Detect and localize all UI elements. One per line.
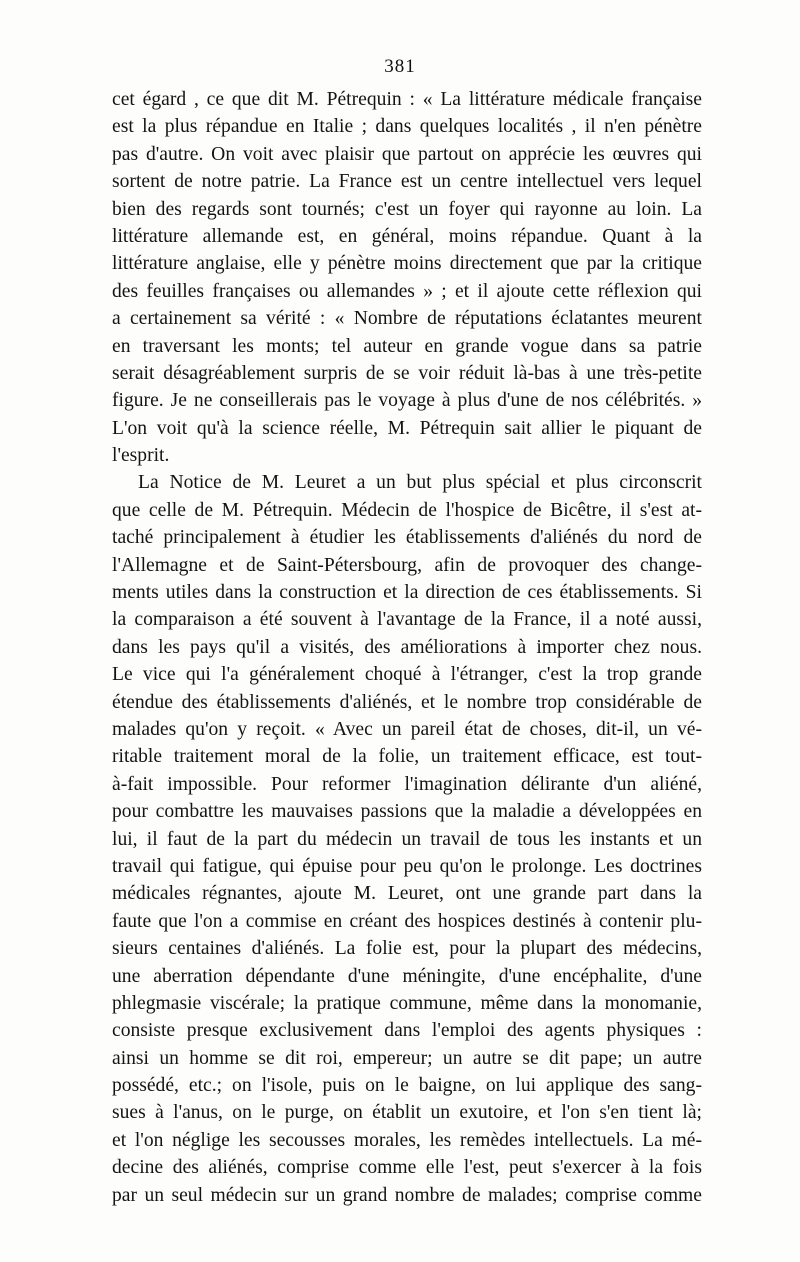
text-line: faute que l'on a commise en créant des hospices destinés à contenir plu- <box>112 910 702 932</box>
text-line: a certainement sa vérité : « Nombre de réputations éclatantes meurent <box>112 308 702 330</box>
text-line: consiste presque exclusivement dans l'emploi des agents physiques : <box>112 1020 702 1042</box>
text-line: est la plus répandue en Italie ; dans quelques localités , il n'en pénètre <box>112 116 702 138</box>
text-line: sortent de notre patrie. La France est un centre intellectuel vers lequel <box>112 171 702 193</box>
text-line: figure. Je ne conseillerais pas le voyage à plus d'une de nos célébrités. » <box>112 390 702 412</box>
text-line: sieurs centaines d'aliénés. La folie est, pour la plupart des médecins, <box>112 938 702 960</box>
text-line: taché principalement à étudier les établissements d'aliénés du nord de <box>112 527 702 549</box>
page-number: 381 <box>384 56 416 77</box>
text-line: possédé, etc.; on l'isole, puis on le baigne, on lui applique des sang- <box>112 1075 702 1097</box>
text-line: pas d'autre. On voit avec plaisir que partout on apprécie les œuvres qui <box>112 143 702 165</box>
text-line: sues à l'anus, on le purge, on établit un exutoire, et l'on s'en tient là; <box>112 1102 702 1124</box>
text-line: ments utiles dans la construction et la direction de ces établissements. Si <box>112 582 702 604</box>
text-line: la comparaison a été souvent à l'avantage de la France, il a noté aussi, <box>112 609 702 631</box>
body-text <box>112 86 702 1209</box>
text-line: lui, il faut de la part du médecin un travail de tous les instants et un <box>112 828 702 850</box>
text-line: par un seul médecin sur un grand nombre de malades; comprise comme <box>112 1184 702 1206</box>
text-line: l'Allemagne et de Saint-Pétersbourg, afin de provoquer des change- <box>112 554 702 576</box>
text-line: ainsi un homme se dit roi, empereur; un autre se dit pape; un autre <box>112 1047 702 1069</box>
text-line: en traversant les monts; tel auteur en grande vogue dans sa patrie <box>112 335 702 357</box>
text-line: et l'on néglige les secousses morales, les remèdes intellectuels. La mé- <box>112 1129 702 1151</box>
text-line: littérature allemande est, en général, moins répandue. Quant à la <box>112 225 702 247</box>
text-line: médicales régnantes, ajoute M. Leuret, ont une grande part dans la <box>112 883 702 905</box>
text-line: serait désagréablement surpris de se voir réduit là-bas à une très-petite <box>112 362 702 384</box>
text-line: ritable traitement moral de la folie, un traitement efficace, est tout- <box>112 746 702 768</box>
text-line: cet égard , ce que dit M. Pétrequin : « La littérature médicale française <box>112 89 702 110</box>
text-line: que celle de M. Pétrequin. Médecin de l'hospice de Bicêtre, il s'est at- <box>112 499 702 521</box>
text-line: dans les pays qu'il a visités, des améliorations à importer chez nous. <box>112 636 702 658</box>
text-line: Le vice qui l'a généralement choqué à l'étranger, c'est la trop grande <box>112 664 702 686</box>
text-line: l'esprit. <box>112 445 170 467</box>
text-line: pour combattre les mauvaises passions que la maladie a développées en <box>112 801 702 823</box>
text-line: phlegmasie viscérale; la pratique commune, même dans la monomanie, <box>112 992 702 1014</box>
text-line: littérature anglaise, elle y pénètre moins directement que par la critique <box>112 253 702 275</box>
text-line: malades qu'on y reçoit. « Avec un pareil état de choses, dit-il, un vé- <box>112 718 702 740</box>
text-line: des feuilles françaises ou allemandes » ; et il ajoute cette réflexion qui <box>112 280 702 302</box>
text-line: decine des aliénés, comprise comme elle l'est, peut s'exercer à la fois <box>112 1157 702 1179</box>
text-line: une aberration dépendante d'une méningite, d'une encéphalite, d'une <box>112 965 702 987</box>
text-line: à-fait impossible. Pour reformer l'imagination délirante d'un aliéné, <box>112 773 702 795</box>
text-line: travail qui fatigue, qui épuise pour peu qu'on le prolonge. Les doctrines <box>112 855 702 877</box>
text-line: étendue des établissements d'aliénés, et le nombre trop considérable de <box>112 691 702 713</box>
text-line: La Notice de M. Leuret a un but plus spécial et plus circonscrit <box>138 472 702 494</box>
text-line: bien des regards sont tournés; c'est un foyer qui rayonne au loin. La <box>112 198 702 220</box>
text-line: L'on voit qu'à la science réelle, M. Pétrequin sait allier le piquant de <box>112 417 702 439</box>
